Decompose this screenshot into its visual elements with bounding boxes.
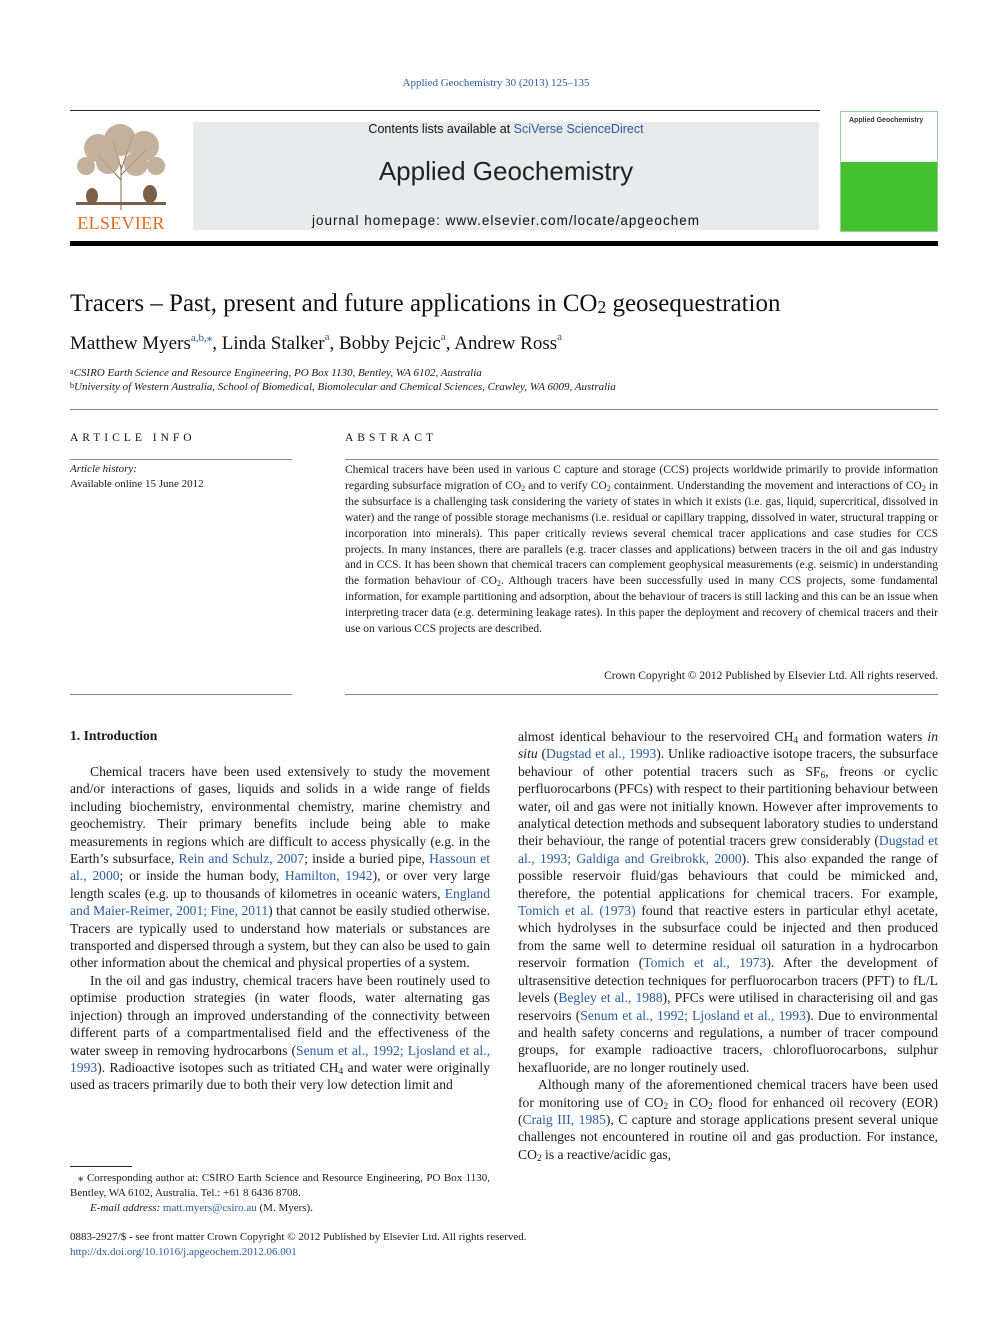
reference-link[interactable]: Rein and Schulz, 2007 [178,851,305,867]
author-sup[interactable]: a,b,⁎ [190,332,213,344]
reference-link[interactable]: Tomich et al., 1973 [643,955,767,971]
cover-title: Applied Geochemistry [849,117,924,124]
author-name: Andrew Ross [454,333,558,354]
journal-homepage[interactable]: journal homepage: www.elsevier.com/locate/apgeochem [312,213,700,228]
reference-link[interactable]: England and Maier-Reimer, 2001; Fine, 2011 [70,885,490,919]
footnote-rule [70,1166,132,1167]
abstract-rule [345,459,938,460]
reference-link[interactable]: Dugstad et al., 1993 [545,746,657,762]
intro-paragraph-3: almost identical behaviour to the reservoired $CH_4$ and formation waters in situ (Dugstad et al., 1993). Unlike radioactive isotope tracers, the subsurface behaviour of other potential tracers such as $SF_6$, freons or cyclic perfluorocarbons (PFCs) with respect to their partitioning behaviour between water, oil and gas were not initially known. However after improvements to analytical detection methods and subsequent laboratory studies to understand their behaviour, the range of potential tracers grew considerably (Dugstad et al., 1993; Galdiga and Greibrokk, 2000). This also expanded the range of possible reservoir fluid/gas behaviours that could be mimicked and, therefore, the potential applications for chemical tracers. For example, Tomich et al. (1973) found that reactive esters in particular ethyl acetate, which hydrolyses in the subsurface could be injected and then produced from the same well to determine residual oil saturation in a hydrocarbon reservoir formation (Tomich et al., 1973). After the development of ultrasensitive detection techniques for perfluorocarbon tracers (PFT) to fL/L levels (Begley et al., 1988), PFCs were utilised in characterising oil and gas reservoirs (Senum et al., 1992; Ljosland et al., 1993). Due to environmental and health safety concerns and regulations, a number of tracer compound groups, for example radioactive tracers, chlorofluorocarbons, sulphur hexafluoride, are no longer routinely used. [518,729,939,1075]
abstract-heading: ABSTRACT [345,432,438,444]
abstract-bottom-rule [345,694,938,695]
email-link[interactable]: matt.myers@csiro.au [162,1202,257,1214]
intro-paragraph-4: Although many of the aforementioned chemical tracers have been used for monitoring use of $CO_2$ in $CO_2$ flood for enhanced oil recovery (EOR) (Craig III, 1985), C capture and storage applications present several unique challenges not encountered in routine oil and gas production. For instance, $CO_2$ is a reactive/acidic gas, [518,1077,938,1164]
journal-cover-thumbnail[interactable] [840,111,938,232]
reference-link[interactable]: Senum et al., 1992; Ljosland et al., 1993 [580,1007,806,1023]
doi-link[interactable]: http://dx.doi.org/10.1016/j.apgeochem.2012.06.001 [70,1246,297,1258]
author-list: Matthew Myers$^{a,b,⁎}$, Linda Stalker$^a$, Bobby Pejcic$^a$, Andrew Ross$^a$ [70,331,563,354]
affiliation-rule [70,409,938,410]
left-column [70,763,490,1094]
intro-paragraph-1: Chemical tracers have been used extensively to study the movement and/or interactions of gases, liquids and solids in a wide range of fields including biochemistry, environmental chemistry, marine chemistry and geochemistry. Their primary benefits include being able to make measurements in regions which are difficult to access physically (e.g. in the Earth’s subsurface, Rein and Schulz, 2007; inside a buried pipe, Hassoun et al., 2000; or inside the human body, Hamilton, 1942), or over very large length scales (e.g. up to thousands of kilometres in oceanic waters, England and Maier-Reimer, 2001; Fine, 2011) that cannot be easily studied otherwise. Tracers are typically used to understand how materials or substances are transported and dispersed through a system, but they can also be used to gain other information about the chemical and physical properties of a system. [70,764,491,971]
journal-citation[interactable]: Applied Geochemistry 30 (2013) 125–135 [402,77,590,89]
section-heading-introduction: 1. Introduction [70,728,158,743]
article-info-heading: ARTICLE INFO [70,432,196,444]
intro-paragraph-2: In the oil and gas industry, chemical tracers have been routinely used to optimise production strategies (in water floods, water alternating gas injection) through an improved understanding of the connectivity between different parts of a compartmentalised field and the effectiveness of the water sweep in removing hydrocarbons (Senum et al., 1992; Ljosland et al., 1993). Radioactive isotopes such as tritiated $CH_4$ and water were originally used as tracers primarily due to both their very low detection limit and [70,972,491,1093]
author-name: Bobby Pejcic [339,333,441,354]
history-value: Available online 15 June 2012 [70,478,204,490]
journal-title: Applied Geochemistry [378,156,634,186]
header-thick-rule [70,241,938,246]
affiliation-b: $^b$University of Western Australia, School of Biomedical, Biomolecular and Chemical Sciences, Crawley, WA 6009, Australia [70,381,616,393]
elsevier-logo[interactable]: ELSEVIER [77,213,165,233]
email-label: E-mail address: [90,1202,161,1214]
corresponding-author-footnote: ⁎ Corresponding author at: CSIRO Earth Science and Resource Engineering, PO Box 1130, Bentley, WA 6102, Australia. Tel.: +61 8 6436 8708. E-mail address: matt.myers@csiro.au (M. Myers). [70,1172,490,1214]
author-name: Linda Stalker [221,333,325,354]
article-info-rule [70,459,292,460]
reference-link[interactable]: Senum et al., 1992; Ljosland et al., 1993 [70,1042,491,1075]
reference-link[interactable]: Begley et al., 1988 [558,990,663,1006]
reference-link[interactable]: Tomich et al. (1973) [518,903,636,919]
page-footer [70,1230,527,1260]
header-rule [70,110,820,111]
abstract-copyright: Crown Copyright © 2012 Published by Elsevier Ltd. All rights reserved. [604,670,938,682]
reference-link[interactable]: Hassoun et al., 2000 [70,851,491,884]
author-sup[interactable]: a [440,331,446,343]
article-info-bottom-rule [70,694,292,695]
right-column [518,728,938,1163]
reference-link[interactable]: Dugstad et al., 1993; Galdiga and Greibrokk, 2000 [518,833,938,866]
contents-line [193,122,819,136]
contents-prefix: Contents lists available at [368,122,511,136]
history-label: Article history: [70,463,137,475]
author-name: Matthew Myers [70,333,191,354]
author-sup[interactable]: a [557,331,563,343]
author-sup[interactable]: a [324,331,330,343]
issn-line: 0883-2927/$ - see front matter Crown Copyright © 2012 Published by Elsevier Ltd. All rights reserved. [70,1231,527,1243]
affiliation-a: $^a$CSIRO Earth Science and Resource Engineering, PO Box 1130, Bentley, WA 6102, Australia [70,367,482,379]
reference-link[interactable]: Hamilton, 1942 [284,868,373,884]
sciencedirect-link[interactable]: SciVerse ScienceDirect [513,122,644,136]
cover-green-panel [841,162,937,231]
reference-link[interactable]: Craig III, 1985 [522,1111,606,1127]
abstract-text: Chemical tracers have been used in various C capture and storage (CCS) projects worldwide primarily to provide information regarding subsurface migration of $CO_2$ and to verify $CO_2$ containment. Understanding the movement and interactions of $CO_2$ in the subsurface is a challenging task considering the variety of states in which it exists (i.e. gas, liquid, supercritical, dissolved in water) and the range of possible storage mechanisms (i.e. residual or capillary trapping, dissolved in water, structural trapping or incorporation into minerals). This paper critically reviews several chemical tracer applications and case studies for CCS projects. In many instances, there are parallels (e.g. tracer classes and applications) between tracers in the oil and gas industry and in CCS. It has been shown that chemical tracers can complement geophysical measurements (e.g. seismic) in understanding the formation behaviour of $CO_2$. Although tracers have been successfully used in many CCS projects, some fundamental information, for example partitioning and adsorption, about the behaviour of tracers is still lacking and this can be an issue when interpreting tracer data (e.g. determining leakage rates). In this paper the deployment and recovery of chemical tracers and their use on various CCS projects are described. [345,464,939,636]
elsevier-tree-logo-icon [68,120,174,214]
footnote-star: ⁎ [78,1172,84,1184]
article-title: Tracers – Past, present and future applications in $CO_2$ geosequestration [70,290,781,317]
